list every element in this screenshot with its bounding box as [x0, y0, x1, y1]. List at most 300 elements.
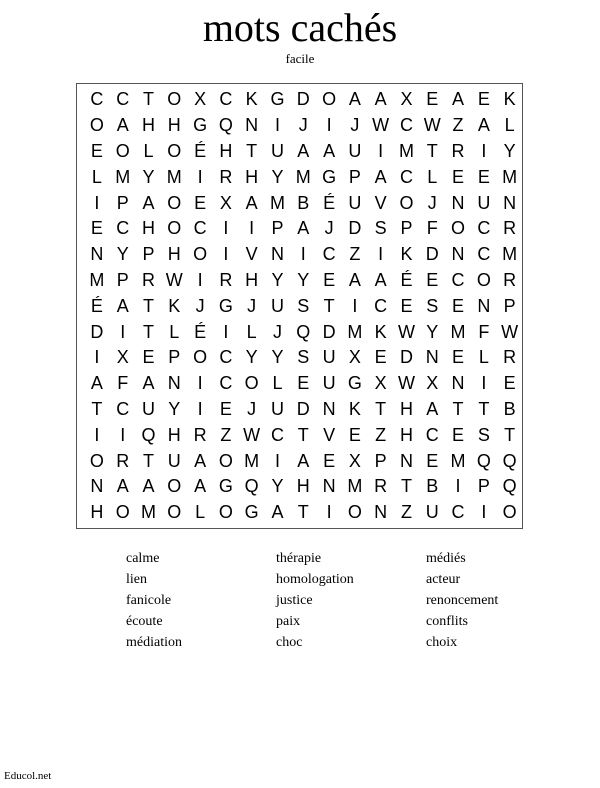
- grid-cell: L: [504, 115, 515, 136]
- grid-cell: O: [502, 502, 517, 523]
- grid-cell: W: [423, 115, 441, 136]
- grid-cell: O: [218, 450, 233, 471]
- grid-cell: M: [244, 450, 260, 471]
- grid-cell: A: [426, 398, 439, 419]
- grid-cell: L: [478, 347, 489, 368]
- grid-cell: A: [374, 166, 387, 187]
- grid-cell: É: [323, 192, 336, 213]
- grid-cell: O: [167, 218, 182, 239]
- word-list-item: choix: [426, 635, 458, 650]
- grid-cell: L: [246, 321, 257, 342]
- grid-cell: H: [167, 244, 181, 265]
- grid-cell: N: [477, 295, 491, 316]
- grid-cell: E: [90, 218, 103, 239]
- grid-cell: O: [167, 476, 182, 497]
- grid-cell: C: [477, 218, 491, 239]
- grid-cell: X: [374, 373, 387, 394]
- grid-cell: X: [219, 192, 232, 213]
- grid-cell: M: [398, 140, 414, 161]
- grid-cell: Q: [476, 450, 491, 471]
- grid-cell: O: [451, 218, 466, 239]
- word-list-item: thérapie: [276, 551, 322, 566]
- grid-cell: N: [451, 244, 465, 265]
- grid-cell: R: [219, 166, 233, 187]
- grid-cell: K: [400, 244, 413, 265]
- grid-cell: Y: [142, 166, 155, 187]
- grid-cell: F: [426, 218, 438, 239]
- grid-cell: A: [142, 192, 155, 213]
- grid-cell: H: [399, 398, 413, 419]
- grid-cell: A: [90, 373, 103, 394]
- grid-cell: C: [116, 398, 130, 419]
- grid-cell: T: [142, 89, 154, 110]
- grid-cell: I: [120, 424, 126, 445]
- grid-cell: E: [194, 192, 207, 213]
- word-list-item: écoute: [126, 614, 163, 629]
- grid-cell: X: [194, 89, 207, 110]
- grid-cell: C: [451, 269, 465, 290]
- grid-cell: T: [400, 476, 412, 497]
- grid-cell: I: [352, 295, 358, 316]
- grid-cell: P: [503, 295, 516, 316]
- grid-cell: L: [91, 166, 102, 187]
- grid-cell: N: [167, 373, 181, 394]
- grid-cell: Q: [502, 476, 517, 497]
- grid-cell: J: [298, 115, 308, 136]
- word-list-item: conflits: [426, 614, 468, 629]
- grid-cell: C: [425, 424, 439, 445]
- grid-cell: E: [452, 347, 465, 368]
- grid-cell: I: [94, 424, 100, 445]
- word-list-item: calme: [126, 551, 160, 566]
- grid-cell: A: [194, 476, 207, 497]
- grid-cell: L: [169, 321, 180, 342]
- grid-cell: P: [477, 476, 490, 497]
- grid-cell: N: [90, 244, 104, 265]
- grid-cell: H: [167, 424, 181, 445]
- page-title: mots cachés: [202, 5, 398, 50]
- grid-cell: A: [477, 115, 490, 136]
- grid-cell: T: [504, 424, 516, 445]
- grid-cell: P: [116, 269, 129, 290]
- grid-cell: Y: [271, 476, 284, 497]
- word-list-item: fanicole: [126, 593, 172, 608]
- grid-cell: É: [194, 321, 207, 342]
- grid-cell: O: [193, 347, 208, 368]
- grid-cell: D: [296, 398, 310, 419]
- grid-cell: L: [272, 373, 283, 394]
- grid-cell: J: [324, 218, 334, 239]
- grid-cell: C: [399, 115, 413, 136]
- grid-cell: E: [219, 398, 232, 419]
- grid-cell: K: [503, 89, 516, 110]
- grid-cell: B: [503, 398, 516, 419]
- grid-cell: A: [116, 115, 129, 136]
- grid-cell: D: [348, 218, 362, 239]
- grid-cell: O: [244, 373, 259, 394]
- grid-cell: E: [452, 424, 465, 445]
- grid-cell: E: [452, 295, 465, 316]
- grid-cell: B: [297, 192, 310, 213]
- grid-cell: P: [168, 347, 181, 368]
- grid-cell: E: [426, 89, 439, 110]
- grid-cell: J: [247, 295, 257, 316]
- grid-cell: N: [322, 398, 336, 419]
- grid-cell: I: [223, 321, 229, 342]
- word-list-item: renoncement: [426, 593, 499, 608]
- word-list-item: médiation: [126, 635, 182, 650]
- grid-cell: M: [166, 166, 182, 187]
- grid-cell: P: [116, 192, 129, 213]
- grid-cell: Z: [400, 502, 412, 523]
- grid-cell: Z: [375, 424, 387, 445]
- grid-cell: E: [348, 424, 361, 445]
- grid-cell: B: [426, 476, 439, 497]
- grid-cell: V: [374, 192, 387, 213]
- grid-cell: Y: [271, 166, 284, 187]
- grid-cell: K: [374, 321, 387, 342]
- grid-cell: E: [477, 166, 490, 187]
- grid-cell: M: [502, 244, 518, 265]
- footer-source: Educol.net: [4, 770, 52, 782]
- grid-cell: E: [374, 347, 387, 368]
- grid-cell: A: [297, 218, 310, 239]
- grid-cell: T: [297, 502, 309, 523]
- grid-cell: C: [374, 295, 388, 316]
- grid-cell: M: [89, 269, 105, 290]
- grid-cell: C: [399, 166, 413, 187]
- word-list-item: justice: [276, 593, 313, 608]
- grid-cell: S: [374, 218, 387, 239]
- grid-cell: O: [167, 140, 182, 161]
- grid-cell: A: [348, 269, 361, 290]
- grid-cell: R: [503, 269, 517, 290]
- grid-cell: O: [167, 502, 182, 523]
- grid-cell: K: [348, 398, 361, 419]
- grid-cell: O: [347, 502, 362, 523]
- grid-cell: T: [297, 424, 309, 445]
- grid-cell: A: [374, 89, 387, 110]
- grid-cell: I: [300, 244, 306, 265]
- grid-cell: W: [397, 321, 415, 342]
- grid-cell: K: [168, 295, 181, 316]
- grid-cell: H: [399, 424, 413, 445]
- grid-cell: I: [223, 218, 229, 239]
- word-list-item: choc: [276, 635, 303, 650]
- grid-cell: N: [270, 244, 284, 265]
- grid-cell: A: [297, 450, 310, 471]
- grid-cell: N: [374, 502, 388, 523]
- grid-cell: P: [271, 218, 284, 239]
- grid-cell: E: [503, 373, 516, 394]
- grid-cell: X: [116, 347, 129, 368]
- grid-cell: A: [452, 89, 465, 110]
- grid-cell: O: [167, 192, 182, 213]
- grid-cell: Q: [502, 450, 517, 471]
- grid-cell: U: [270, 140, 284, 161]
- grid-cell: O: [218, 502, 233, 523]
- grid-cell: H: [167, 115, 181, 136]
- grid-cell: A: [297, 140, 310, 161]
- grid-cell: I: [94, 347, 100, 368]
- grid-cell: U: [270, 295, 284, 316]
- grid-cell: C: [219, 347, 233, 368]
- grid-cell: M: [347, 321, 363, 342]
- grid-cell: V: [245, 244, 258, 265]
- grid-cell: G: [218, 476, 233, 497]
- grid-cell: O: [193, 244, 208, 265]
- grid-cell: E: [142, 347, 155, 368]
- grid-cell: T: [142, 450, 154, 471]
- grid-cell: W: [243, 424, 261, 445]
- grid-cell: O: [89, 450, 104, 471]
- grid-cell: C: [219, 373, 233, 394]
- grid-cell: A: [116, 295, 129, 316]
- grid-cell: T: [142, 295, 154, 316]
- grid-cell: D: [322, 321, 336, 342]
- grid-cell: A: [348, 89, 361, 110]
- grid-cell: M: [347, 476, 363, 497]
- grid-cell: T: [91, 398, 103, 419]
- grid-cell: O: [399, 192, 414, 213]
- grid-cell: Y: [116, 244, 129, 265]
- grid-cell: C: [116, 218, 130, 239]
- grid-cell: U: [425, 502, 439, 523]
- grid-cell: M: [450, 450, 466, 471]
- grid-cell: S: [426, 295, 439, 316]
- grid-cell: E: [297, 373, 310, 394]
- grid-cell: S: [477, 424, 490, 445]
- grid-cell: R: [219, 269, 233, 290]
- grid-cell: I: [326, 115, 332, 136]
- grid-cell: E: [426, 450, 439, 471]
- grid-cell: C: [451, 502, 465, 523]
- grid-cell: C: [90, 89, 104, 110]
- grid-cell: E: [452, 166, 465, 187]
- grid-cell: A: [374, 269, 387, 290]
- grid-cell: W: [372, 115, 390, 136]
- grid-cell: U: [322, 373, 336, 394]
- grid-cell: N: [399, 450, 413, 471]
- grid-cell: U: [322, 347, 336, 368]
- grid-cell: X: [400, 89, 413, 110]
- grid-cell: Q: [244, 476, 259, 497]
- grid-cell: U: [477, 192, 491, 213]
- grid-cell: P: [142, 244, 155, 265]
- grid-cell: O: [322, 89, 337, 110]
- grid-cell: É: [400, 269, 413, 290]
- grid-cell: M: [450, 321, 466, 342]
- grid-cell: D: [296, 89, 310, 110]
- grid-cell: V: [323, 424, 336, 445]
- grid-cell: G: [218, 295, 233, 316]
- grid-cell: E: [90, 140, 103, 161]
- grid-cell: T: [452, 398, 464, 419]
- grid-cell: I: [197, 373, 203, 394]
- grid-cell: U: [348, 140, 362, 161]
- grid-cell: J: [195, 295, 205, 316]
- grid-cell: R: [451, 140, 465, 161]
- grid-cell: T: [478, 398, 490, 419]
- grid-cell: M: [269, 192, 285, 213]
- word-list-item: homologation: [276, 572, 354, 587]
- grid-cell: E: [477, 89, 490, 110]
- grid-cell: G: [193, 115, 208, 136]
- grid-cell: E: [323, 450, 336, 471]
- grid-cell: R: [141, 269, 155, 290]
- word-list-item: lien: [126, 572, 147, 587]
- grid-cell: Y: [503, 140, 516, 161]
- grid-cell: A: [323, 140, 336, 161]
- grid-cell: T: [375, 398, 387, 419]
- grid-cell: Y: [426, 321, 439, 342]
- grid-cell: L: [195, 502, 206, 523]
- grid-cell: T: [246, 140, 258, 161]
- grid-cell: L: [427, 166, 438, 187]
- grid-cell: J: [272, 321, 282, 342]
- word-list-item: acteur: [426, 572, 461, 587]
- grid-cell: U: [348, 192, 362, 213]
- grid-cell: J: [350, 115, 360, 136]
- grid-cell: Q: [141, 424, 156, 445]
- grid-cell: N: [322, 476, 336, 497]
- word-list-item: médiés: [426, 551, 466, 566]
- grid-cell: C: [219, 89, 233, 110]
- grid-cell: R: [193, 424, 207, 445]
- grid-cell: A: [116, 476, 129, 497]
- grid-cell: I: [378, 244, 384, 265]
- grid-cell: N: [451, 373, 465, 394]
- grid-cell: W: [165, 269, 183, 290]
- grid-cell: E: [323, 269, 336, 290]
- grid-cell: T: [323, 295, 335, 316]
- grid-cell: Z: [349, 244, 361, 265]
- grid-cell: S: [297, 347, 310, 368]
- grid-cell: J: [247, 398, 257, 419]
- grid-cell: N: [503, 192, 517, 213]
- grid-cell: R: [374, 476, 388, 497]
- grid-cell: G: [270, 89, 285, 110]
- grid-cell: P: [348, 166, 361, 187]
- grid-cell: P: [374, 450, 387, 471]
- grid-cell: H: [219, 140, 233, 161]
- grid-cell: I: [197, 269, 203, 290]
- grid-cell: M: [295, 166, 311, 187]
- grid-cell: N: [90, 476, 104, 497]
- grid-cell: Q: [218, 115, 233, 136]
- grid-cell: O: [167, 89, 182, 110]
- grid-cell: R: [116, 450, 130, 471]
- grid-cell: I: [481, 373, 487, 394]
- grid-cell: O: [476, 269, 491, 290]
- grid-cell: Z: [452, 115, 464, 136]
- grid-cell: Y: [271, 347, 284, 368]
- grid-cell: D: [399, 347, 413, 368]
- grid-cell: T: [426, 140, 438, 161]
- grid-cell: M: [502, 166, 518, 187]
- grid-cell: I: [378, 140, 384, 161]
- grid-cell: G: [322, 166, 337, 187]
- grid-cell: R: [503, 218, 517, 239]
- word-list-item: paix: [276, 614, 301, 629]
- grid-cell: H: [245, 269, 259, 290]
- grid-cell: Y: [168, 398, 181, 419]
- grid-cell: T: [142, 321, 154, 342]
- grid-cell: X: [348, 347, 361, 368]
- grid-cell: H: [141, 218, 155, 239]
- grid-cell: C: [322, 244, 336, 265]
- grid-cell: A: [142, 476, 155, 497]
- grid-cell: E: [426, 269, 439, 290]
- difficulty-label: facile: [285, 51, 315, 66]
- grid-cell: I: [197, 166, 203, 187]
- grid-cell: Y: [245, 347, 258, 368]
- grid-cell: É: [194, 140, 207, 161]
- grid-cell: H: [141, 115, 155, 136]
- grid-cell: I: [94, 192, 100, 213]
- grid-cell: C: [270, 424, 284, 445]
- grid-cell: Y: [271, 269, 284, 290]
- grid-cell: P: [400, 218, 413, 239]
- grid-cell: A: [245, 192, 258, 213]
- grid-cell: K: [245, 89, 258, 110]
- grid-cell: R: [503, 347, 517, 368]
- grid-cell: S: [297, 295, 310, 316]
- grid-cell: I: [223, 244, 229, 265]
- grid-cell: F: [117, 373, 129, 394]
- grid-cell: I: [481, 502, 487, 523]
- grid-cell: M: [140, 502, 156, 523]
- grid-cell: C: [477, 244, 491, 265]
- grid-cell: I: [274, 450, 280, 471]
- grid-cell: X: [426, 373, 439, 394]
- grid-cell: M: [115, 166, 131, 187]
- grid-cell: U: [141, 398, 155, 419]
- grid-cell: D: [90, 321, 104, 342]
- grid-cell: I: [274, 115, 280, 136]
- grid-cell: H: [245, 166, 259, 187]
- grid-cell: N: [425, 347, 439, 368]
- grid-cell: E: [400, 295, 413, 316]
- grid-cell: I: [326, 502, 332, 523]
- grid-cell: G: [347, 373, 362, 394]
- grid-cell: W: [397, 373, 415, 394]
- grid-cell: I: [197, 398, 203, 419]
- grid-cell: Q: [296, 321, 311, 342]
- grid-cell: N: [245, 115, 259, 136]
- grid-cell: A: [194, 450, 207, 471]
- grid-cell: H: [296, 476, 310, 497]
- word-list: [126, 548, 546, 653]
- grid-cell: G: [244, 502, 259, 523]
- grid-cell: I: [249, 218, 255, 239]
- grid-cell: W: [501, 321, 519, 342]
- grid-cell: O: [89, 115, 104, 136]
- grid-cell: I: [455, 476, 461, 497]
- grid-cell: X: [348, 450, 361, 471]
- grid-cell: D: [425, 244, 439, 265]
- grid-cell: O: [115, 140, 130, 161]
- grid-cell: U: [167, 450, 181, 471]
- grid-cell: H: [90, 502, 104, 523]
- grid-cell: I: [481, 140, 487, 161]
- grid-cell: A: [271, 502, 284, 523]
- grid-cell: J: [427, 192, 437, 213]
- grid-cell: A: [142, 373, 155, 394]
- grid-cell: C: [116, 89, 130, 110]
- grid-cell: Y: [297, 269, 310, 290]
- grid-cell: Z: [220, 424, 232, 445]
